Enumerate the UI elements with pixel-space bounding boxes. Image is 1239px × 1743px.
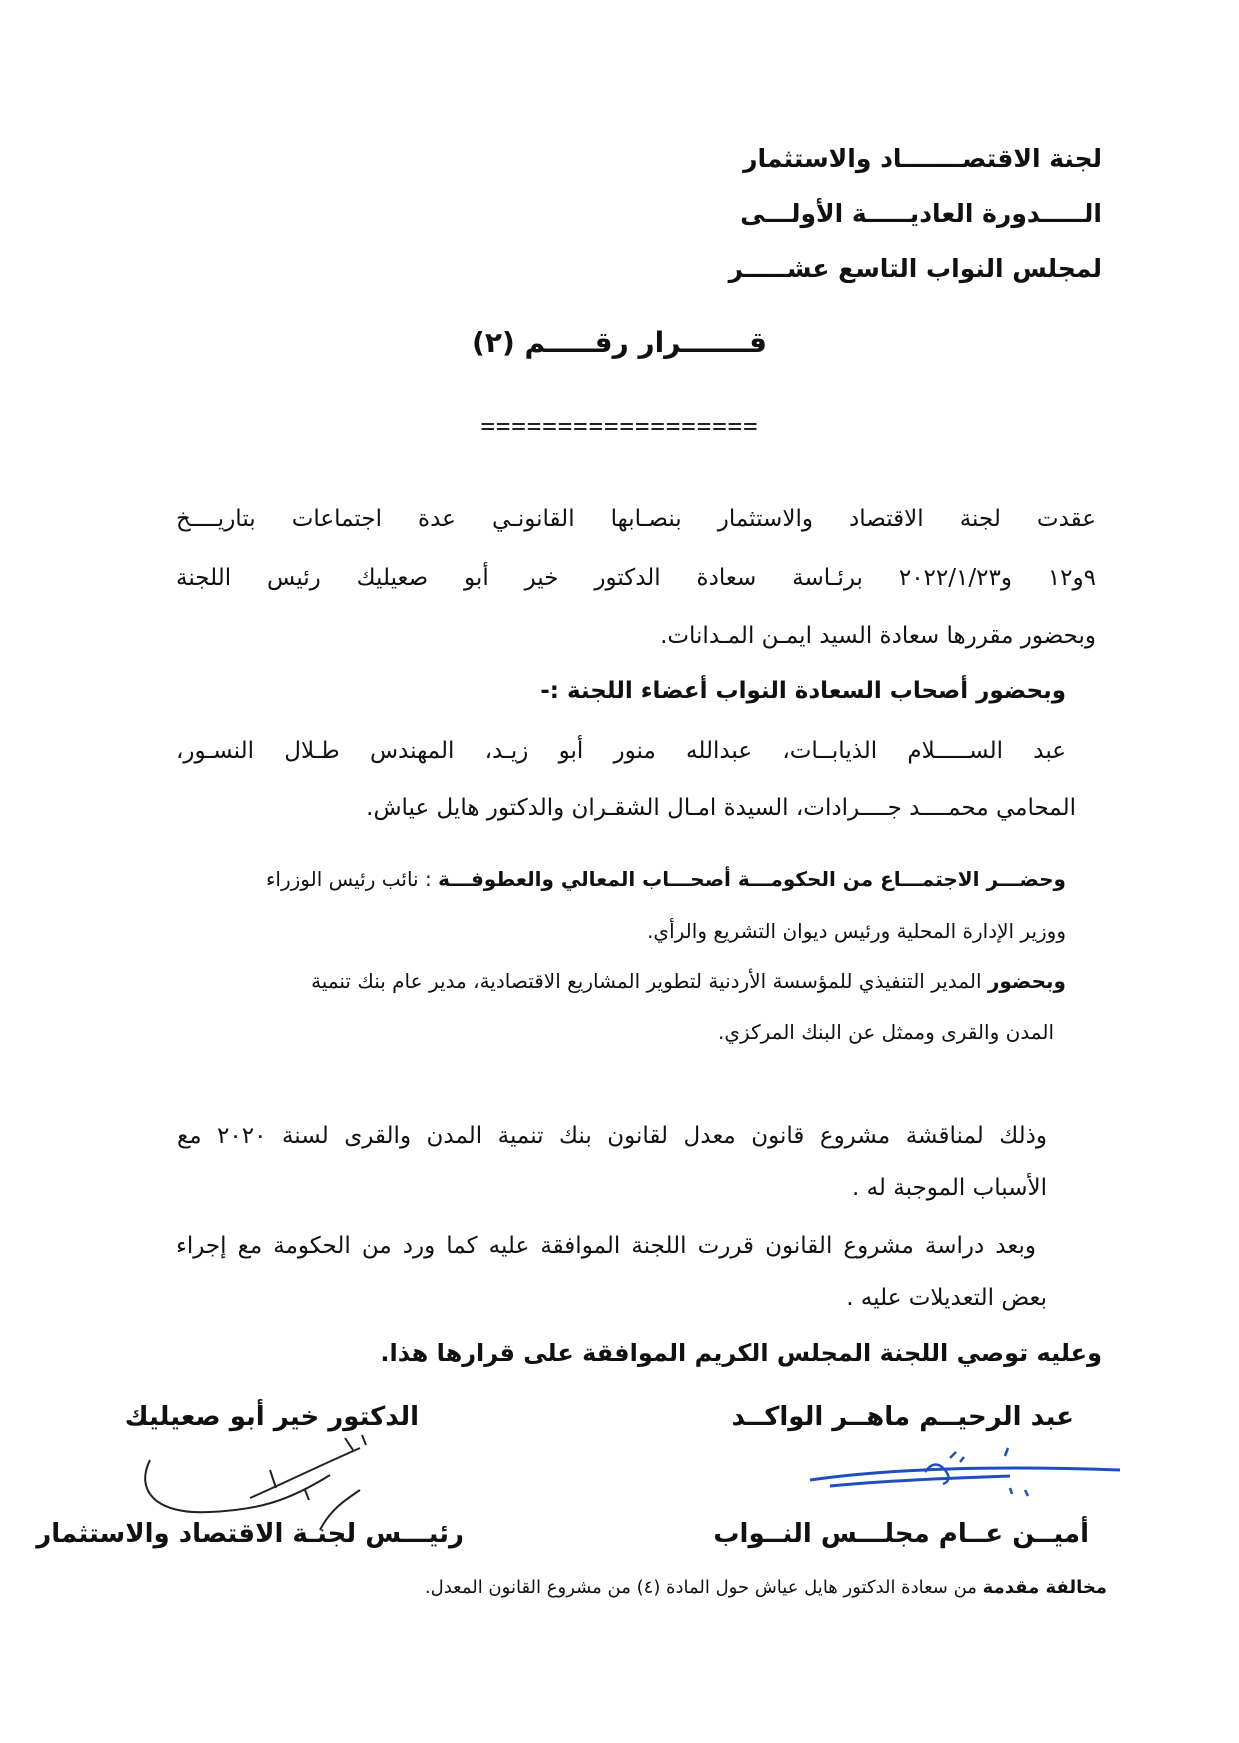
secretary-general-name: عبد الرحيــم ماهــر الواكــد — [731, 1402, 1074, 1432]
committee-chair-name: الدكتور خير أبو صعيليك — [124, 1402, 419, 1432]
government-heading — [166, 865, 1066, 893]
government-heading-rest: : نائب رئيس الوزراء — [266, 867, 439, 891]
decision-title: قـــــــرار رقـــــم (٢) — [472, 326, 767, 359]
meeting-paragraph-line-3: وبحضور مقررها سعادة السيد ايمـن المـدانات. — [660, 623, 1096, 649]
secretary-general-title: أميــن عــام مجلـــس النــواب — [713, 1519, 1089, 1549]
members-line-1: عبد الســـــلام الذيابــات، عبدالله منور أبو زيـد، المهندس طـلال النسـور، — [176, 738, 1066, 764]
government-heading-bold: وحضـــر الاجتمـــاع من الحكومـــة أصحـــاب المعالي والعطوفـــة — [438, 867, 1066, 891]
attendance-rest: المدير التنفيذي للمؤسسة الأردنية لتطوير المشاريع الاقتصادية، مدير عام بنك تنمية — [311, 969, 988, 993]
title-separator: ================== — [480, 412, 759, 440]
discussion-line-2: الأسباب الموجبة له . — [851, 1175, 1047, 1201]
meeting-paragraph-line-2: ٩و١٢ و٢٠٢٢/١/٢٣ برئـاسة سعادة الدكتور خير أبو صعيليك رئيس اللجنة — [176, 565, 1097, 591]
committee-chair-title: رئيـــس لجنـة الاقتصاد والاستثمار — [36, 1519, 464, 1549]
meeting-paragraph-line-1: عقدت لجنة الاقتصاد والاستثمار بنصـابها القانونـي عدة اجتماعات بتاريــــخ — [176, 506, 1096, 532]
parliament-name: لمجلس النواب التاسع عشـــــر — [728, 254, 1102, 283]
attendance-line-2: المدن والقرى وممثل عن البنك المركزي. — [718, 1020, 1054, 1044]
discussion-line-1: وذلك لمناقشة مشروع قانون معدل لقانون بنك تنمية المدن والقرى لسنة ٢٠٢٠ مع — [177, 1123, 1048, 1149]
session-name: الـــــدورة العاديـــــة الأولـــى — [740, 199, 1102, 228]
recommendation: وعليه توصي اللجنة المجلس الكريم الموافقة على قرارها هذا. — [380, 1339, 1102, 1367]
government-line-2: ووزير الإدارة المحلية ورئيس ديوان التشريع والرأي. — [647, 919, 1066, 943]
dissent-note-rest: من سعادة الدكتور هايل عياش حول المادة (٤) من مشروع القانون المعدل. — [424, 1577, 983, 1598]
members-line-2: المحامي محمــــد جــــرادات، السيدة امـال الشقـران والدكتور هايل عياش. — [366, 795, 1076, 821]
study-line-2: بعض التعديلات عليه . — [846, 1285, 1047, 1311]
members-heading: وبحضور أصحاب السعادة النواب أعضاء اللجنة :- — [540, 678, 1066, 704]
attendance-line-1 — [166, 967, 1066, 995]
secretary-signature — [800, 1440, 1130, 1510]
dissent-note-bold: مخالفة مقدمة — [982, 1577, 1107, 1598]
committee-name: لجنة الاقتصـــــــاد والاستثمار — [743, 144, 1102, 173]
dissent-note — [425, 1575, 1107, 1601]
attendance-bold: وبحضور — [987, 969, 1066, 993]
study-line-1: وبعد دراسة مشروع القانون قررت اللجنة الموافقة عليه كما ورد من الحكومة مع إجراء — [176, 1233, 1036, 1259]
